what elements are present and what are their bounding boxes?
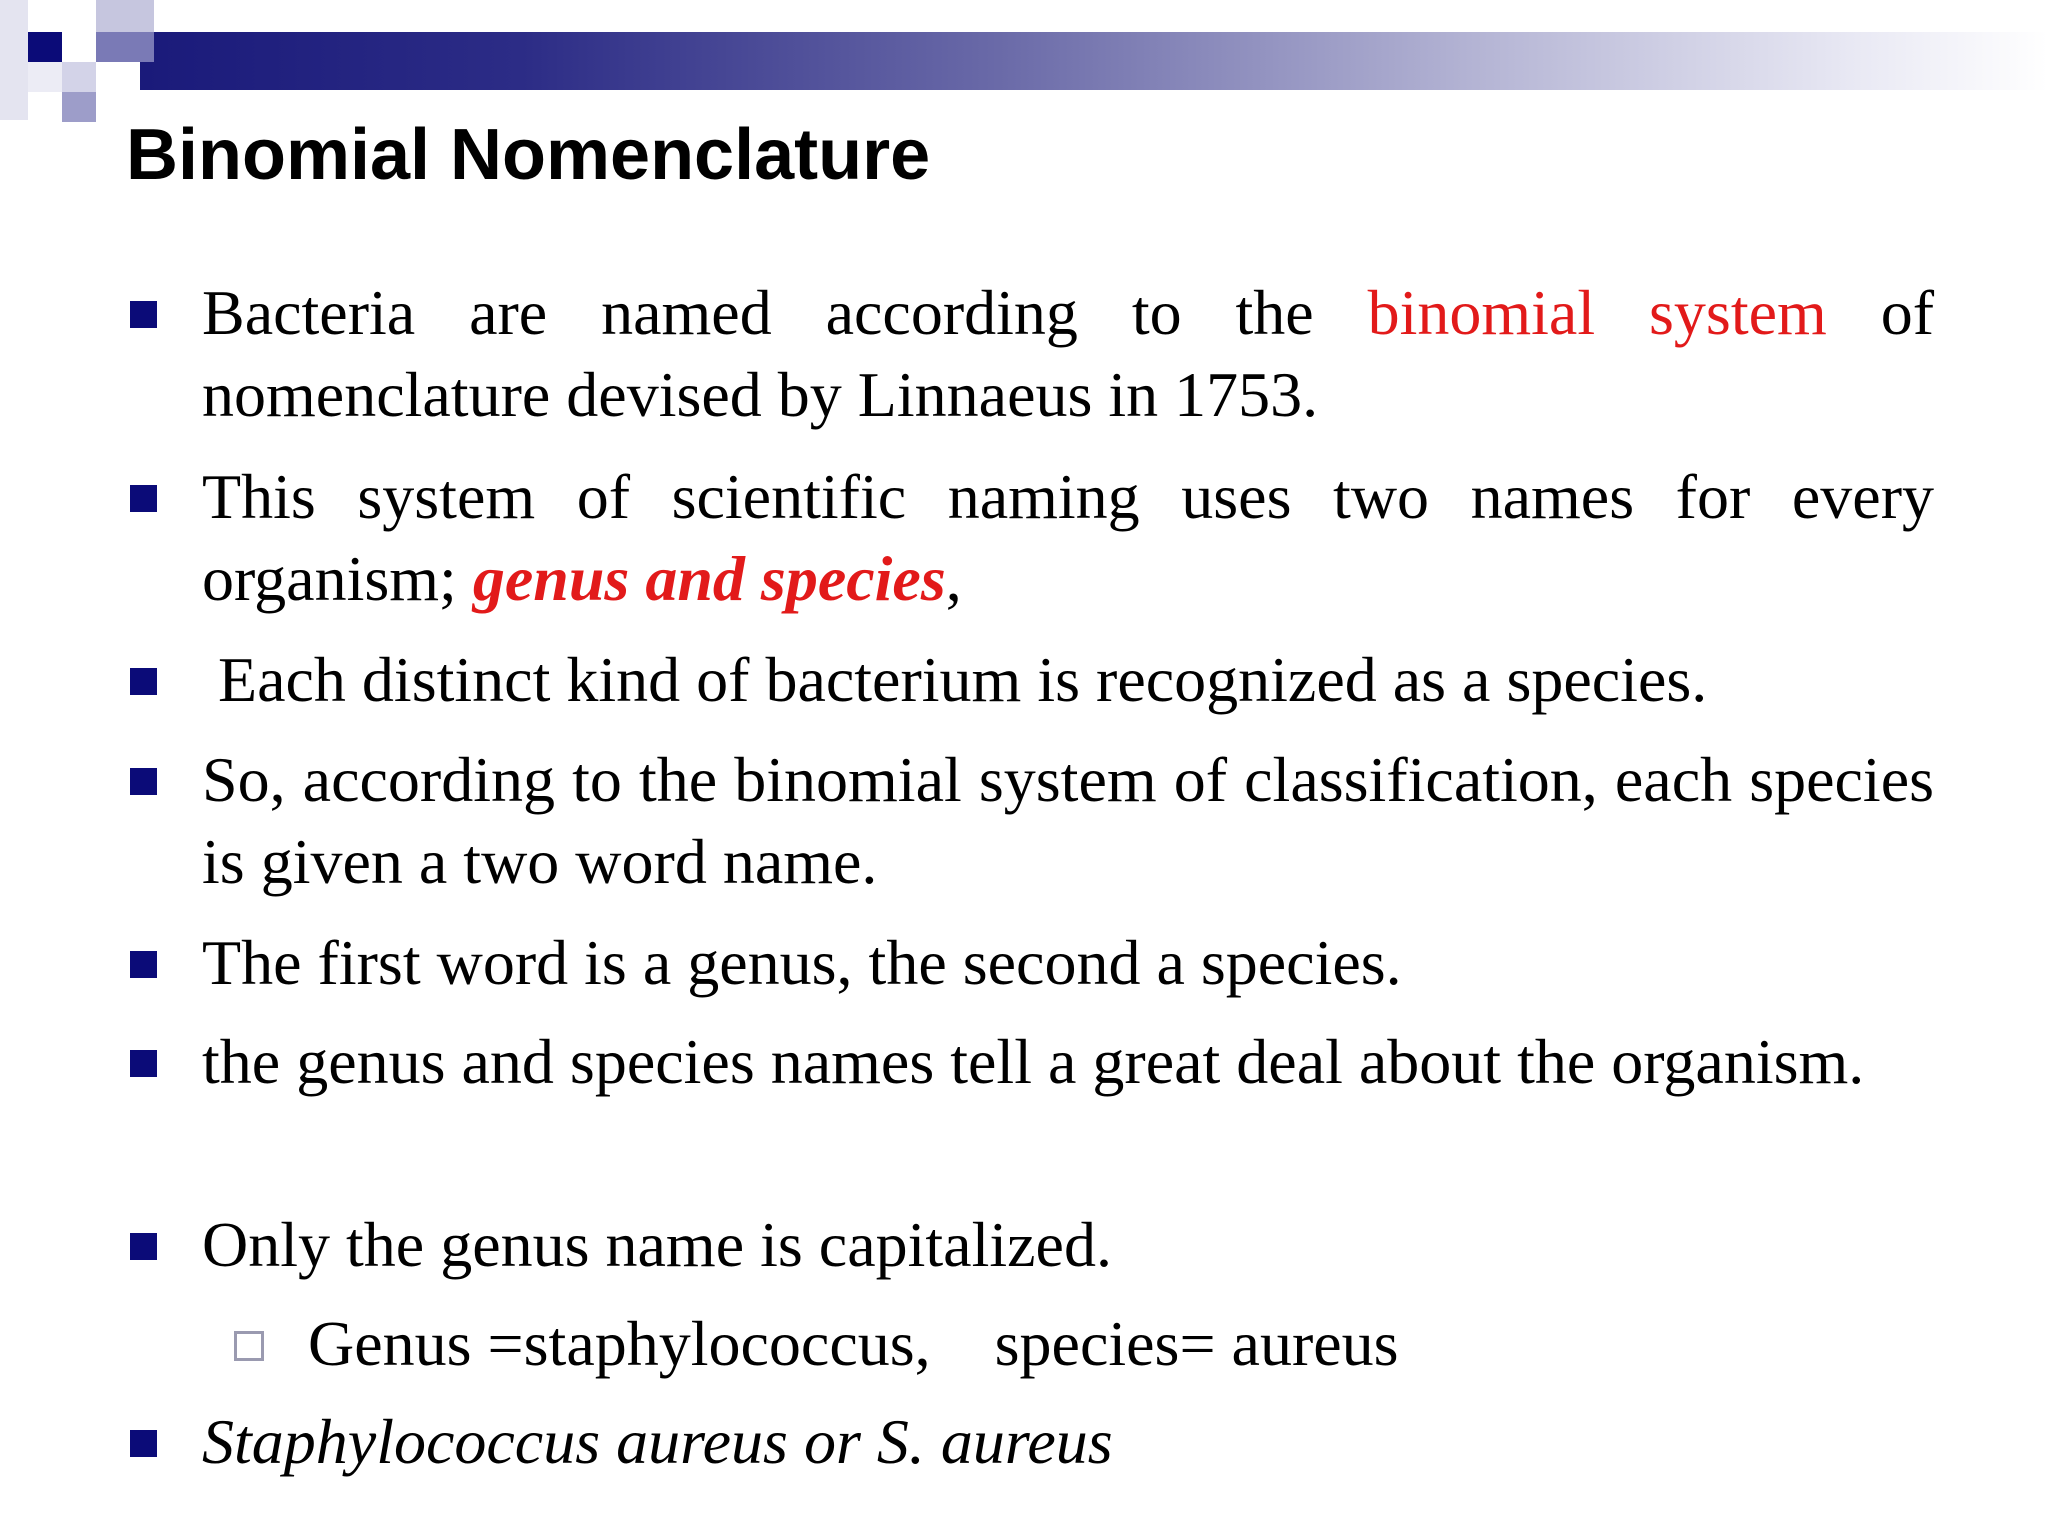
- sub-bullet-item: Genus =staphylococcus, species= aureus: [308, 1308, 1399, 1379]
- bullet-square-icon: [130, 485, 157, 512]
- bullet-text: This system of scientific naming uses two names for every organism;: [202, 461, 1934, 614]
- sub-bullet-square-icon: [234, 1331, 264, 1361]
- bullet-item: Staphylococcus aureus or S. aureus: [202, 1406, 1113, 1477]
- bullet-square-icon: [130, 301, 157, 328]
- bullet-item: the genus and species names tell a great deal about the organism.: [202, 1026, 1865, 1097]
- bullet-item: [202, 272, 1934, 436]
- bullet-square-icon: [130, 668, 157, 695]
- bullet-square-icon: [130, 951, 157, 978]
- bullet-text: of nomenclature devised by Linnaeus in 1753.: [202, 277, 1935, 430]
- bullet-square-icon: [130, 1430, 157, 1457]
- slide-title: Binomial Nomenclature: [126, 115, 931, 195]
- bullet-square-icon: [130, 1050, 157, 1077]
- bullet-item: Each distinct kind of bacterium is recognized as a species.: [202, 644, 1708, 715]
- highlight-text: binomial system: [1367, 277, 1827, 348]
- highlight-text: genus and species: [472, 543, 946, 614]
- bullet-item: [202, 456, 1934, 620]
- bullet-text: ,: [945, 543, 962, 614]
- bullet-item: The first word is a genus, the second a species.: [202, 927, 1402, 998]
- bullet-item: Only the genus name is capitalized.: [202, 1209, 1112, 1280]
- bullet-text: Bacteria are named according to the: [202, 277, 1368, 348]
- bullet-item: So, according to the binomial system of classification, each species is given a two word name.: [202, 744, 1934, 897]
- bullet-square-icon: [130, 1233, 157, 1260]
- bullet-square-icon: [130, 768, 157, 795]
